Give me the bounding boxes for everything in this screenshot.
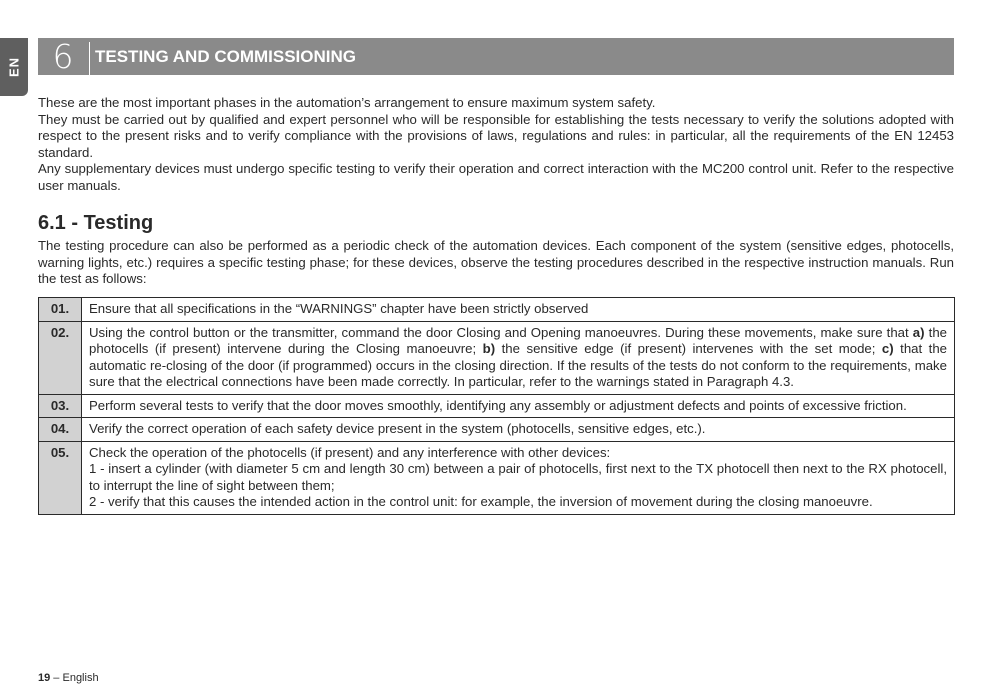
step-bold-label: a) bbox=[912, 324, 925, 340]
intro-paragraph-2: They must be carried out by qualified and expert personnel who will be responsible for establishing the tests necessary to verify the solutions adopted with respect to the present risks and to verify compliance with the provisions of laws, regulations and rules: in particular, all the requirements of the EN 12453 standard. bbox=[38, 111, 954, 160]
step-text-part: the photocells (if present) intervene during the Closing manoeuvre; bbox=[89, 324, 947, 356]
table-row bbox=[39, 418, 955, 442]
step-text: Ensure that all specifications in the “WARNINGS” chapter have been strictly observed bbox=[82, 298, 955, 322]
step-line: Check the operation of the photocells (if present) and any interference with other devices: bbox=[89, 444, 611, 460]
table-row bbox=[39, 321, 955, 394]
step-text: Perform several tests to verify that the door moves smoothly, identifying any assembly or adjustment defects and points of excessive friction. bbox=[82, 394, 955, 418]
step-line: 2 - verify that this causes the intended action in the control unit: for example, the inversion of movement during the closing manoeuvre. bbox=[89, 494, 873, 509]
step-text-part: Using the control button or the transmitter, command the door Closing and Opening manoeuvres. During these movements, make sure that bbox=[89, 324, 913, 340]
testing-steps-table bbox=[38, 297, 955, 515]
step-bold-label: b) bbox=[482, 341, 496, 356]
chapter-title: TESTING AND COMMISSIONING bbox=[95, 47, 356, 66]
intro-text bbox=[38, 95, 954, 194]
step-text-part: that the automatic re-closing of the door (if programmed) occurs in the closing direction. If the results of the tests do not conform to the requirements, make sure that the electrical connections have been made correctly. In particular, refer to the warnings stated in Paragraph 4.3. bbox=[89, 341, 947, 389]
footer-language: English bbox=[62, 672, 99, 684]
step-text bbox=[82, 321, 955, 394]
footer-separator: – bbox=[50, 672, 63, 684]
section-text: The testing procedure can also be performed as a periodic check of the automation devices. Each component of the system (sensitive edges, photocells, warning lights, etc.) requires a specific testing phase; for these devices, observe the testing procedures described in the respective instruction manuals. Run the test as follows: bbox=[38, 238, 954, 286]
step-line: 1 - insert a cylinder (with diameter 5 cm and length 30 cm) between a pair of photocells, first next to the TX photocell then next to the RX photocell, to interrupt the line of sight between them; bbox=[89, 461, 947, 493]
table-row bbox=[39, 394, 955, 418]
intro-paragraph-3: Any supplementary devices must undergo specific testing to verify their operation and correct interaction with the MC200 control unit. Refer to the respective user manuals. bbox=[38, 161, 954, 193]
table-row bbox=[39, 441, 955, 514]
page-footer bbox=[38, 672, 99, 684]
step-number: 05. bbox=[39, 441, 82, 514]
step-text-part: the sensitive edge (if present) intervenes with the set mode; bbox=[495, 341, 882, 356]
step-bold-label: c) bbox=[881, 341, 894, 356]
section-text-block bbox=[38, 238, 954, 288]
step-number: 02. bbox=[39, 321, 82, 394]
step-text: Verify the correct operation of each safety device present in the system (photocells, sensitive edges, etc.). bbox=[82, 418, 955, 442]
step-number: 04. bbox=[39, 418, 82, 442]
step-number: 01. bbox=[39, 298, 82, 322]
section-heading: 6.1 - Testing bbox=[38, 212, 154, 234]
table-row bbox=[39, 298, 955, 322]
language-tab-label: EN bbox=[6, 56, 22, 78]
page-number: 19 bbox=[38, 672, 51, 684]
chapter-divider bbox=[89, 42, 90, 75]
chapter-number: 6 bbox=[52, 37, 74, 76]
step-number: 03. bbox=[39, 394, 82, 418]
chapter-header bbox=[38, 38, 954, 75]
step-text bbox=[82, 441, 955, 514]
language-tab bbox=[0, 38, 28, 96]
intro-paragraph-1: These are the most important phases in the automation’s arrangement to ensure maximum system safety. bbox=[38, 95, 656, 110]
